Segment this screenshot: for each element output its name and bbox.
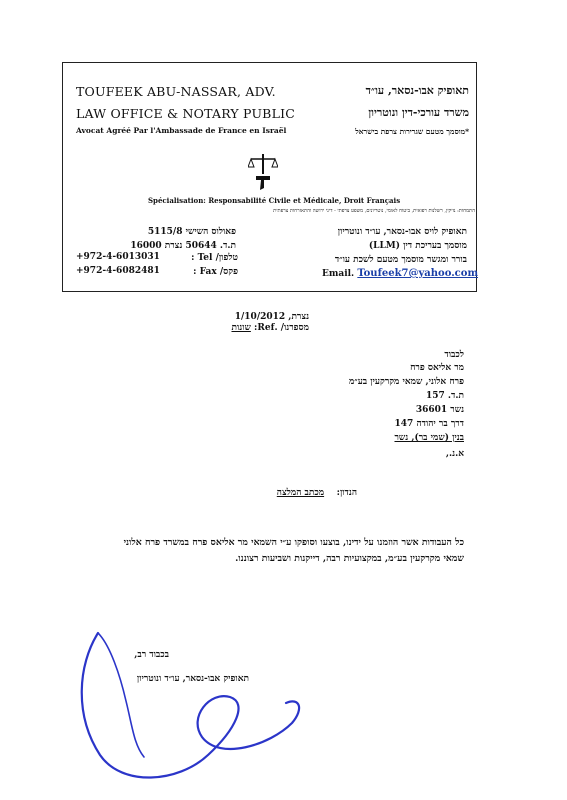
letterhead-he-name: תאופיק אבו-נסאר, עו״ד: [365, 84, 469, 97]
letterhead-he-office: משרד עורכי-דין ונוטריון: [368, 106, 469, 119]
letterhead-he-accreditation: *מוסמך מטעם שגרירות צרפת בישראל: [355, 127, 469, 136]
body-paragraph: [44, 535, 464, 567]
recipient-line: ת.ד. 157: [425, 391, 464, 401]
recipient-line: בנין (שמי בר), נשר: [394, 433, 464, 443]
reference-line: [149, 322, 309, 333]
letterhead-specialisation: Spécialisation: Responsabilité Civile et Médicale, Droit Français: [148, 196, 401, 205]
greeting: א.נ.,: [445, 449, 464, 459]
body-line-1: כל העבודות אשר הוזמנו על ידינו, בוצעו וסופקו ע״י השמאי מר אליאס פרח במשרד פרח אלוני: [123, 537, 464, 548]
closing: בכבוד רב,: [134, 650, 169, 660]
tel-number: +972-4-6013031: [76, 252, 160, 262]
fax-number: +972-4-6082481: [76, 266, 160, 276]
letterhead-address-street: פאולוס השישי 5115/8: [147, 227, 236, 237]
recipient-to: לכבוד: [444, 350, 464, 360]
recipient-line: נשר 36601: [415, 405, 464, 415]
signature-name: תאופיק אבו-נסאר, עו״ד ונוטריון: [136, 674, 249, 684]
letterhead-he-lawyer2: תאופיק לויס אבו-נסאר, עו״ד ונוטריון: [337, 227, 467, 237]
recipient-line: פרח אלוני, שמאי מקרקעין בע״מ: [348, 377, 464, 387]
tel-label: טלפון/ Tel :: [191, 253, 238, 263]
scales-of-justice-emblem-icon: [248, 152, 278, 192]
subject-line: [157, 487, 357, 498]
letterhead-he-specialties: התמחות: נזיקין, רשלנות רפואית, ביטוח לאומי, נוטריונים, משפט צרפתי - דיני ירושה והתאזרחות צרפתית: [273, 208, 475, 214]
body-line-2: שמאי מקרקעין בע״מ, במקצועיות רבה, דייקנות ושביעות רצוננו.: [235, 552, 464, 564]
letterhead-address-city: ת.ד. 50644 נצרת 16000: [130, 241, 236, 251]
fax-label: פקס/ Fax :: [193, 267, 238, 277]
recipient-address: [244, 361, 464, 445]
subject-text: מכתב המלצה: [276, 488, 325, 498]
email-label: Email.: [322, 269, 355, 279]
reference-label: מספרנו/ .Ref:: [254, 323, 309, 333]
handwritten-signature-icon: [60, 605, 320, 785]
letterhead-he-llm: מוסמך בעריכת דין (LLM): [368, 241, 467, 251]
letterhead-en-name: TOUFEEK ABU-NASSAR, ADV.: [76, 84, 276, 99]
letterhead-email-row: [322, 268, 478, 279]
letterhead-he-mediator: בורר ומגשר מוסמך מטעם לשכת עו״ד: [334, 255, 467, 265]
recipient-line: מר אליאס פרח: [410, 363, 464, 373]
subject-label: הנדון:: [336, 488, 357, 498]
letterhead-en-office: LAW OFFICE & NOTARY PUBLIC: [76, 106, 295, 121]
recipient-line: דרך בר יהודה 147: [394, 419, 464, 429]
date-line: נצרת, 1/10/2012: [234, 312, 309, 322]
email-link[interactable]: Toufeek7@yahoo.com: [357, 268, 479, 279]
letterhead-en-accreditation: Avocat Agréé Par l'Ambassade de France en Israël: [76, 126, 287, 135]
reference-value: שונות: [231, 323, 251, 333]
